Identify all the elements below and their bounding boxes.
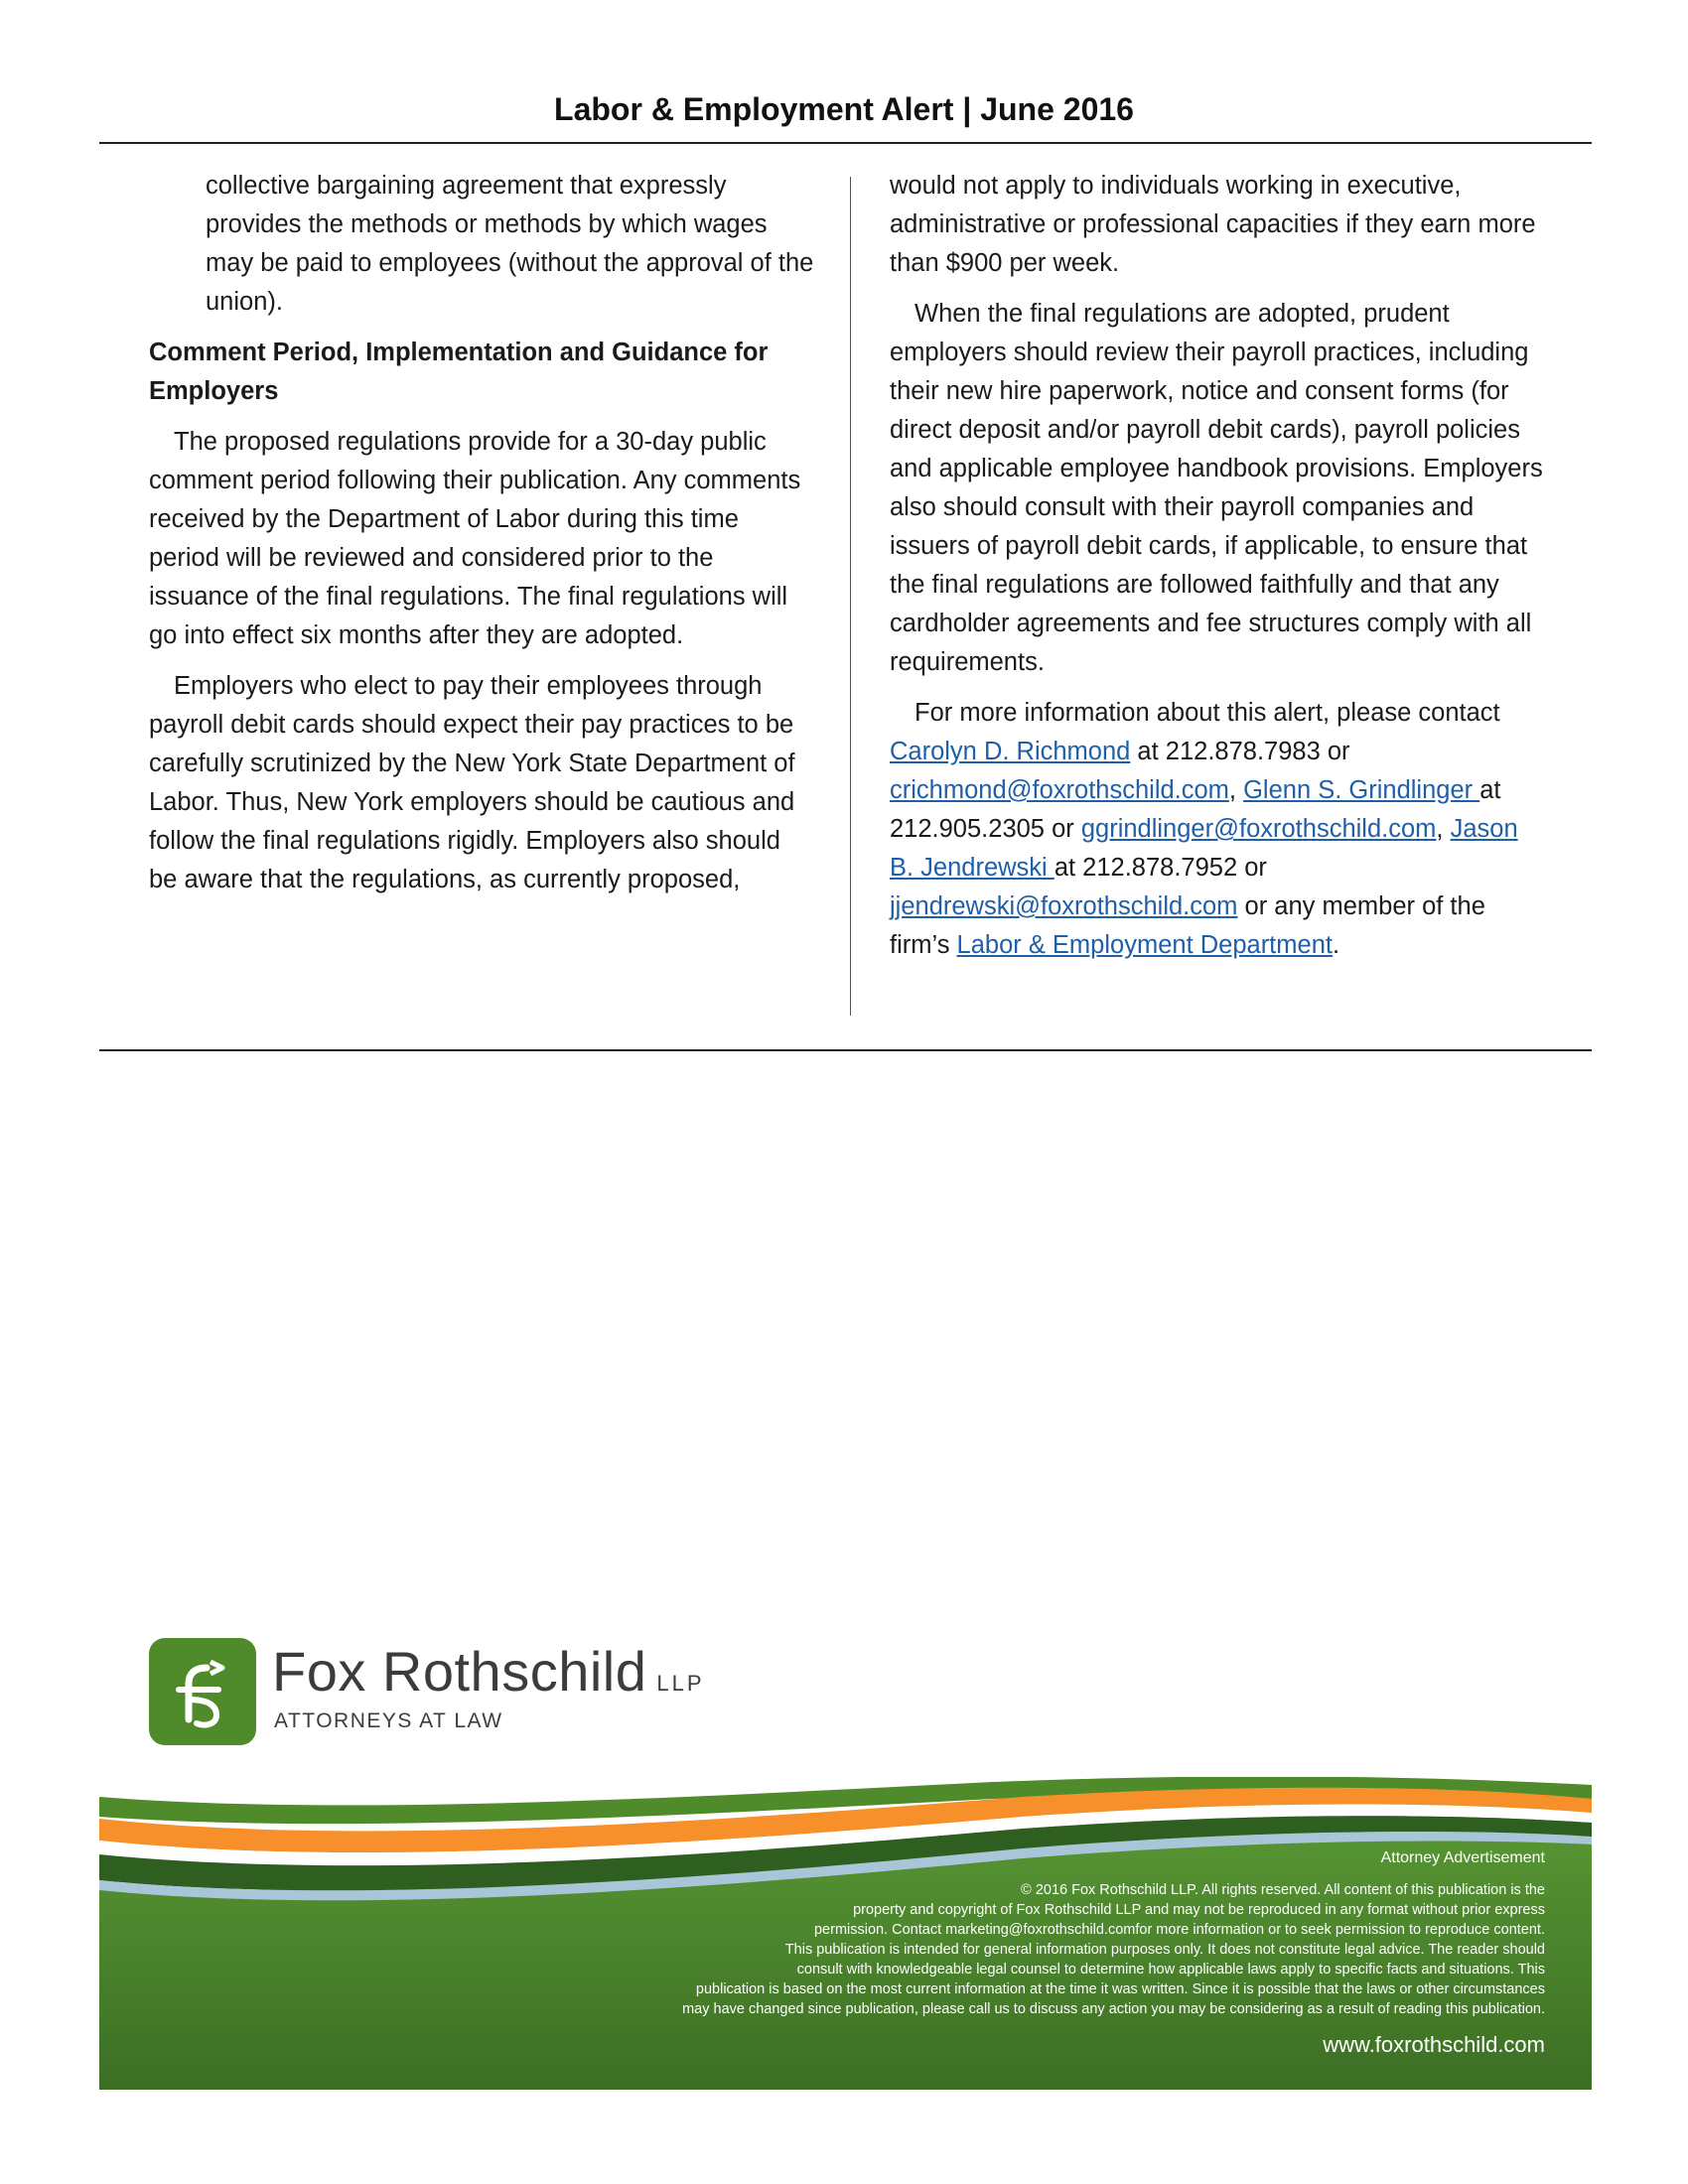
contact-text: , xyxy=(1228,776,1244,804)
link-ggrindlinger-email[interactable]: ggrindlinger@foxrothschild.com xyxy=(1080,815,1437,843)
link-crichmond-email[interactable]: crichmond@foxrothschild.com xyxy=(890,776,1229,804)
contact-text: For more information about this alert, please contact xyxy=(914,699,1500,727)
attorney-advertisement: Attorney Advertisement xyxy=(1380,1849,1545,1866)
link-glenn-grindlinger[interactable]: Glenn S. Grindlinger xyxy=(1243,776,1480,804)
contact-text: at 212.878.7983 or xyxy=(1130,738,1350,765)
contact-text: . xyxy=(1332,931,1340,959)
right-paragraph-1: When the final regulations are adopted, prudent employers should review their payroll practices, including their new hire paperwork, notice and consent forms (for direct deposit and/or payroll debit cards), payroll policies and applicable employee handbook provisions. Employers also should consult with their payroll companies and issuers of payroll debit cards, if applicable, to ensure that the final regulations are followed faithfully and that any cardholder agreements and fee structures comply with all requirements. xyxy=(890,300,1543,676)
left-paragraph-2: Employers who elect to pay their employees through payroll debit cards should expect their pay practices to be carefully scrutinized by the New York State Department of Labor. Thus, New York employers should be cautious and follow the final regulations rigidly. Employers also should be aware that the regulations, as currently proposed, xyxy=(149,672,795,893)
contact-paragraph xyxy=(890,694,1545,965)
firm-tagline: ATTORNEYS AT LAW xyxy=(274,1709,503,1732)
copyright-line: permission. Contact marketing@foxrothschild.comfor more information or to seek permission to reproduce content. xyxy=(813,1922,1545,1938)
contact-text: , xyxy=(1436,815,1451,843)
firm-suffix: LLP xyxy=(656,1671,705,1696)
disclaimer-line: may have changed since publication, please call us to discuss any action you may be considering as a result of reading this publication. xyxy=(682,2001,1545,2017)
disclaimer-line: consult with knowledgeable legal counsel to determine how applicable laws apply to specific facts and situations. This xyxy=(796,1962,1545,1978)
disclaimer-line: This publication is intended for general information purposes only. It does not constitute legal advice. The reader should xyxy=(784,1942,1545,1958)
website-link[interactable]: www.foxrothschild.com xyxy=(1323,2032,1545,2057)
contact-text: at 212.905.2305 or xyxy=(890,776,1501,843)
content-end-rule xyxy=(99,1049,1592,1051)
left-continued-text: collective bargaining agreement that expressly provides the methods or methods by which wages may be paid to employees (without the approval of the union). xyxy=(206,172,814,316)
section-subheading: Comment Period, Implementation and Guidance for Employers xyxy=(149,339,769,405)
link-carolyn-richmond[interactable]: Carolyn D. Richmond xyxy=(890,738,1131,765)
link-jjendrewski-email[interactable]: jjendrewski@foxrothschild.com xyxy=(890,892,1238,920)
firm-name-text: Fox Rothschild xyxy=(272,1640,647,1703)
fox-rothschild-logo-icon xyxy=(149,1638,256,1745)
page-header-title: Labor & Employment Alert | June 2016 xyxy=(554,91,1134,127)
footer-text-block xyxy=(453,1848,1545,2055)
disclaimer-line: publication is based on the most current information at the time it was written. Since it is possible that the laws or other circumstances xyxy=(695,1981,1545,1997)
copyright-line: property and copyright of Fox Rothschild LLP and may not be reproduced in any format without prior express xyxy=(853,1902,1545,1918)
right-continued-text: would not apply to individuals working in executive, administrative or professional capacities if they earn more than $900 per week. xyxy=(890,172,1536,277)
firm-name xyxy=(272,1640,705,1715)
contact-text: or any member of the firm’s xyxy=(890,892,1485,959)
link-labor-employment-department[interactable]: Labor & Employment Department xyxy=(956,931,1333,959)
column-divider xyxy=(850,177,851,1016)
left-paragraph-1: The proposed regulations provide for a 30-day public comment period following their publication. Any comments received by the Department of Labor during this time period will be reviewed and considered prior to the issuance of the final regulations. The final regulations will go into effect six months after they are adopted. xyxy=(149,428,801,649)
contact-text: at 212.878.7952 or xyxy=(1054,854,1267,882)
header-rule xyxy=(99,142,1592,144)
link-jason-jendrewski[interactable]: Jason B. Jendrewski xyxy=(890,815,1518,882)
left-column xyxy=(149,167,814,899)
copyright-line: © 2016 Fox Rothschild LLP. All rights reserved. All content of this publication is the xyxy=(1021,1882,1545,1898)
right-column xyxy=(890,167,1545,965)
